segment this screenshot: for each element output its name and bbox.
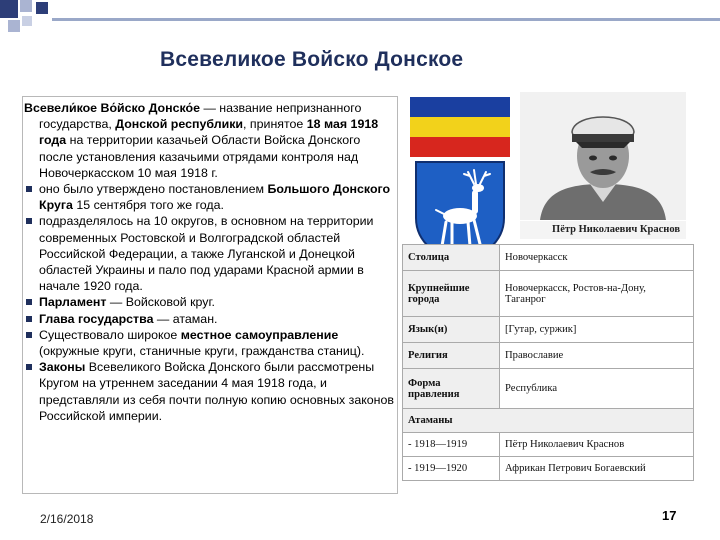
flag-stripe-yellow [410, 117, 510, 137]
ataman-period: - 1919—1920 [403, 457, 500, 481]
bullet-icon [26, 364, 32, 370]
slide-title: Всевеликое Войско Донское [160, 48, 464, 71]
intro-paragraph: Всевели́кое Во́йско Донско́е — название непризнанного государства, Донской республики, принятое 18 мая 1918 года на территории казачьей Области Войска Донского после установления казачьими отрядами контроля над Новочеркасском 10 мая 1918 г. [24, 101, 379, 180]
table-key-cell: Язык(и) [403, 317, 500, 343]
bullet-icon [26, 316, 32, 322]
bullet-icon [26, 332, 32, 338]
body-text [24, 100, 396, 424]
don-flag-image [410, 97, 510, 157]
atamans-header: Атаманы [403, 409, 694, 433]
table-value-cell: Новочеркасск [500, 245, 694, 271]
header-decoration [0, 0, 720, 38]
flag-stripe-red [410, 137, 510, 157]
table-value-cell: Новочеркасск, Ростов-на-Дону, Таганрог [500, 271, 694, 317]
table-row [403, 245, 694, 271]
table-key-cell: Религия [403, 343, 500, 369]
flag-stripe-blue [410, 97, 510, 117]
table-key-cell: Крупнейшие города [403, 271, 500, 317]
table-value-cell: Республика [500, 369, 694, 409]
info-table [402, 244, 694, 481]
table-key-cell: Форма правления [403, 369, 500, 409]
portrait-caption: Пётр Николаевич Краснов [520, 221, 686, 239]
slide-date: 2/16/2018 [40, 512, 94, 526]
table-row [403, 369, 694, 409]
bullet-icon [26, 218, 32, 224]
table-key-cell: Столица [403, 245, 500, 271]
list-item: Глава государства — атаман. [24, 311, 396, 327]
table-value-cell: Православие [500, 343, 694, 369]
list-item: Парламент — Войсковой круг. [24, 294, 396, 310]
table-row [403, 271, 694, 317]
bullet-icon [26, 299, 32, 305]
ataman-name: Африкан Петрович Богаевский [500, 457, 694, 481]
ataman-period: - 1918—1919 [403, 433, 500, 457]
table-row [403, 409, 694, 433]
bullet-icon [26, 186, 32, 192]
list-item: Существовало широкое местное самоуправление (окружные круги, станичные круги, гражданства станиц). [24, 327, 396, 359]
krasnov-portrait-image [520, 92, 686, 220]
ataman-name: Пётр Николаевич Краснов [500, 433, 694, 457]
table-row [403, 343, 694, 369]
table-row [403, 457, 694, 481]
list-item: подразделялось на 10 округов, в основном на территории современных Ростовской и Волгоградской областей Российской Федерации, а также Луганской и Донецкой областей Украины и пало под ударами Красной армии в начале 1920 года. [24, 213, 396, 294]
table-row [403, 317, 694, 343]
table-row [403, 433, 694, 457]
table-value-cell: [Гутар, суржик] [500, 317, 694, 343]
page-number: 17 [662, 508, 677, 523]
list-item: Законы Всевеликого Войска Донского были рассмотрены Кругом на утреннем заседании 4 мая 1918 года, и представляли из себя почти полную копию основных законов Российской империи. [24, 359, 396, 424]
list-item: оно было утверждено постановлением Большого Донского Круга 15 сентября того же года. [24, 181, 396, 213]
